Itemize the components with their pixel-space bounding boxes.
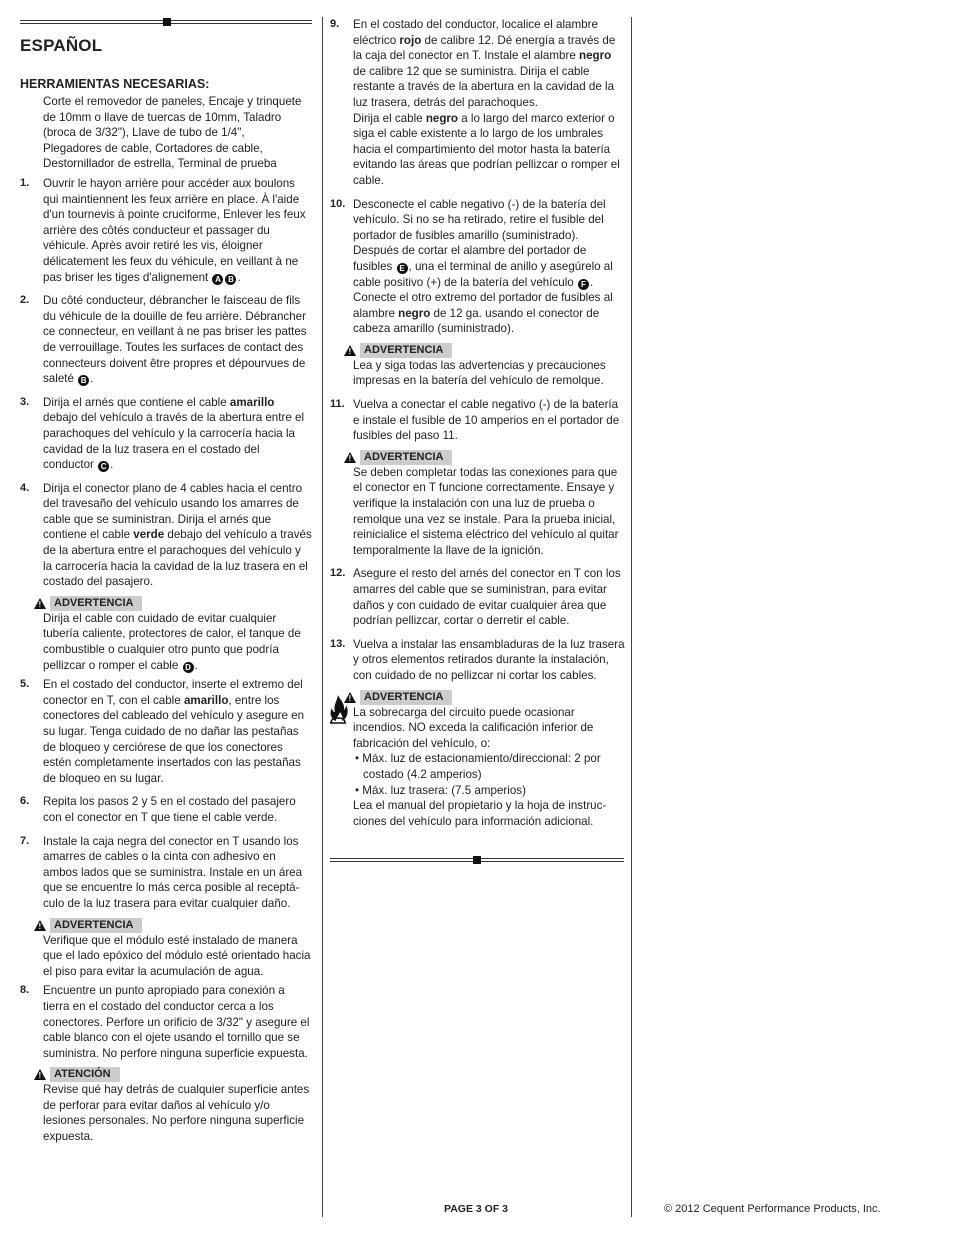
copyright: © 2012 Cequent Performance Products, Inc. — [664, 1203, 881, 1215]
bullet-parking-light: • Máx. luz de estacionamiento/direccional: 2 por costado (4.2 amperios) — [355, 752, 601, 781]
callout-b: B — [78, 375, 89, 386]
callout-e: E — [397, 263, 408, 274]
warning-step-10: ! ADVERTENCIA Lea y siga todas las advertencias y precauciones impresas en la batería del vehículo de remolque. — [330, 343, 626, 389]
bullet-tail-light: • Máx. luz trasera: (7.5 amperios) — [355, 783, 526, 797]
warning-triangle-icon: ! — [34, 1069, 46, 1080]
warning-step-11: ! ADVERTENCIA Se deben completar todas las conexiones para que el conector en T funcione correctamente. Ensaye y verifique la instalación con una luz de prueba o remolque una vez se instale. Para la prueba inicial, reinicialice el sistema eléctrico del vehículo al quitar temporalmente la llave de la ignición. — [330, 450, 626, 559]
step-11: 11. Vuelva a conectar el cable negativo (-) de la batería e instale el fusible de 10 amperios en el portador de fusibles del paso 11. ! ADVERTENCIA Se deben completar todas las conexiones para que el conector en T funcione correctamente. Ensaye y verifique la instalación con una luz de prueba o remolque una vez se instale. Para la prueba inicial, reinicialice el sistema eléctrico del vehículo al quitar temporalmente la llave de la ignición. — [330, 397, 626, 558]
step-2: 2. Du côté conducteur, débrancher le faisceau de fils du véhicule de la douille de feu arrière. Débrancher ce connecteur, en veillant à ne pas briser les pattes de verrouillage. Toutes les surfaces de contact des connecteurs doivent être propres et dépourvues de saleté B . — [20, 294, 307, 386]
top-rule-left — [20, 20, 312, 26]
middle-column — [330, 17, 626, 833]
step-13: 13. Vuelva a instalar las ensambladuras de la luz trasera y otros elementos retirados durante la instalación, con cuidado de no pellizcar ni cortar los cables. ! ADVERTENCIA La sobrecarga del circuito puede ocasionar incendios. NO exceda la calificación inferior de fabricación del vehículo, o: • Máx. luz de estacionamiento/direccional: 2 por costado (4.2 amperios) • Máx. luz trasera: (7.5 amperios) Lea el manual del propietario y la hoja de instruc-ciones del vehículo para información adicional. — [330, 637, 626, 830]
warning-step-13: ! ADVERTENCIA La sobrecarga del circuito puede ocasionar incendios. NO exceda la calificación inferior de fabricación del vehículo, o: • Máx. luz de estacionamiento/direccional: 2 por costado (4.2 amperios) • Máx. luz trasera: (7.5 amperios) Lea el manual del propietario y la hoja de instruc-ciones del vehículo para información adicional. — [330, 690, 626, 830]
warning-triangle-icon: ! — [344, 345, 356, 356]
warning-step-7: ! ADVERTENCIA Verifique que el módulo esté instalado de manera que el lado epóxico del módulo esté orientado hacia el piso para evitar la acumulación de agua. — [20, 918, 312, 980]
step-3: 3. Dirija el arnés que contiene el cable amarillo debajo del vehículo a través de la abertura entre el parachoques del vehículo y la carrocería hacia la cavidad de la luz trasera en el costado del conductor C . — [20, 395, 305, 472]
bottom-rule-middle — [330, 858, 624, 864]
step-12: 12. Asegure el resto del arnés del conector en T con los amarres del cable que se suministran, para evitar daños y con cuidado de evitar cualquier área que podrían pellizcar, cortar o derretir el cable. — [330, 567, 621, 628]
caution-step-8: ! ATENCIÓN Revise qué hay detrás de cualquier superficie antes de perforar para evitar daños al vehículo y/o lesiones personales. No perfore ninguna superficie expuesta. — [20, 1067, 312, 1144]
warning-triangle-icon: ! — [34, 598, 46, 609]
step-7: 7. Instale la caja negra del conector en T usando los amarres de cables o la cinta con adhesivo en ambos lados que se suministra. Instale en un área que se encuentre lo más cerca posible al receptá-culo de la luz trasera para evitar cualquier daño. ! ADVERTENCIA Verifique que el módulo esté instalado de manera que el lado epóxico del módulo esté orientado hacia el piso para evitar la acumulación de agua. — [20, 834, 311, 978]
callout-b: B — [225, 274, 236, 285]
page-title: ESPAÑOL — [20, 36, 103, 55]
column-divider-1 — [322, 17, 323, 1217]
step-6: 6. Repita los pasos 2 y 5 en el costado del pasajero con el conector en T que tiene el cable verde. — [20, 795, 296, 824]
step-9: 9. En el costado del conductor, localice el alambre eléctrico rojo de calibre 12. Dé energía a través de la caja del conector en T. Instale el alambre negro de calibre 12 que se suministra. Dirija el cable restante a través de la abertura en la cavidad de la luz trasera, detrás del parachoques. Dirija el cable negro a lo largo del marco exterior o siga el cable existente a lo largo de los umbrales hacia el compartimiento del motor hasta la batería evitando las áreas que podrían pellizcar o romper el cable. — [330, 18, 620, 187]
callout-c: C — [98, 461, 109, 472]
step-10: 10. Desconecte el cable negativo (-) de la batería del vehículo. Si no se ha retirado, retire el fusible del portador de fusibles amarillo (suministrado). Después de cortar el alambre del portador de fusibles E , una el terminal de anillo y asegúrelo al cable positivo (+) de la batería del vehículo F . Conecte el otro extremo del portador de fusibles al alambre negro de 12 ga. usando el conector de cabeza amarillo (suministrado). ! ADVERTENCIA Lea y siga todas las advertencias y precauciones impresas en la batería del vehículo de remolque. — [330, 197, 626, 390]
tools-heading: HERRAMIENTAS NECESARIAS: — [20, 77, 210, 91]
warning-triangle-icon: ! — [344, 692, 356, 703]
column-divider-2 — [631, 17, 632, 1217]
step-8: 8. Encuentre un punto apropiado para conexión a tierra en el costado del conductor cerca a los conectores. Perfore un orificio de 3/32" y asegure el cable blanco con el ojete usando el tornillo que se suministra. No perfore ninguna superficie expuesta. ! ATENCIÓN Revise qué hay detrás de cualquier superficie antes de perforar para evitar daños al vehículo y/o lesiones personales. No perfore ninguna superficie expuesta. — [20, 983, 312, 1144]
step-5: 5. En el costado del conductor, inserte el extremo del conector en T, con el cable amarillo, entre los conectores del cableado del vehículo y asegure en su lugar. Tenga cuidado de no dañar las pestañas de bloqueo y cerciórese de que los conectores estén completamente insertados con las pestañas de bloqueo en su lugar. — [20, 678, 305, 785]
tools-list: Corte el removedor de paneles, Encaje y trinquete de 10mm o llave de tuercas de 10mm, Taladro (broca de 3/32"), Llave de tubo de 1/4", Plegadores de cable, Cortadores de cable, Destornillador de estrella, Terminal de prueba — [43, 95, 302, 171]
step-1: 1. Ouvrir le hayon arrière pour accéder aux boulons qui maintiennent les feux arrière en place. À l'aide d'un tournevis à pointe cruciforme, Enlever les feux arrière des côtés conducteur et passager du véhicule. Après avoir retiré les vis, éloigner délicatement les feux du véhicule, en veillant à ne pas briser les tiges d'alignement A B . — [20, 177, 306, 284]
step-4: 4. Dirija el conector plano de 4 cables hacia el centro del travesaño del vehículo usando los amarres de cable que se suministran. Dirija el arnés que contiene el cable verde debajo del vehículo a través de la abertura entre el parachoques del vehículo y la carrocería hacia la cavidad de la luz trasera en el costado del pasajero. ! ADVERTENCIA Dirija el cable con cuidado de evitar cualquier tubería caliente, protectores de calor, el tanque de combustible o cualquier otro punto que podría pellizcar o romper el cable D . — [20, 481, 312, 672]
callout-d: D — [183, 662, 194, 673]
warning-triangle-icon: ! — [344, 452, 356, 463]
left-column — [20, 176, 312, 1153]
warning-step-4: ! ADVERTENCIA Dirija el cable con cuidado de evitar cualquier tubería caliente, protectores de calor, el tanque de combustible o cualquier otro punto que podría pellizcar o romper el cable D . — [20, 596, 312, 673]
page-number: PAGE 3 OF 3 — [444, 1203, 508, 1215]
callout-a: A — [212, 274, 223, 285]
warning-triangle-icon: ! — [34, 920, 46, 931]
callout-f: F — [578, 279, 589, 290]
